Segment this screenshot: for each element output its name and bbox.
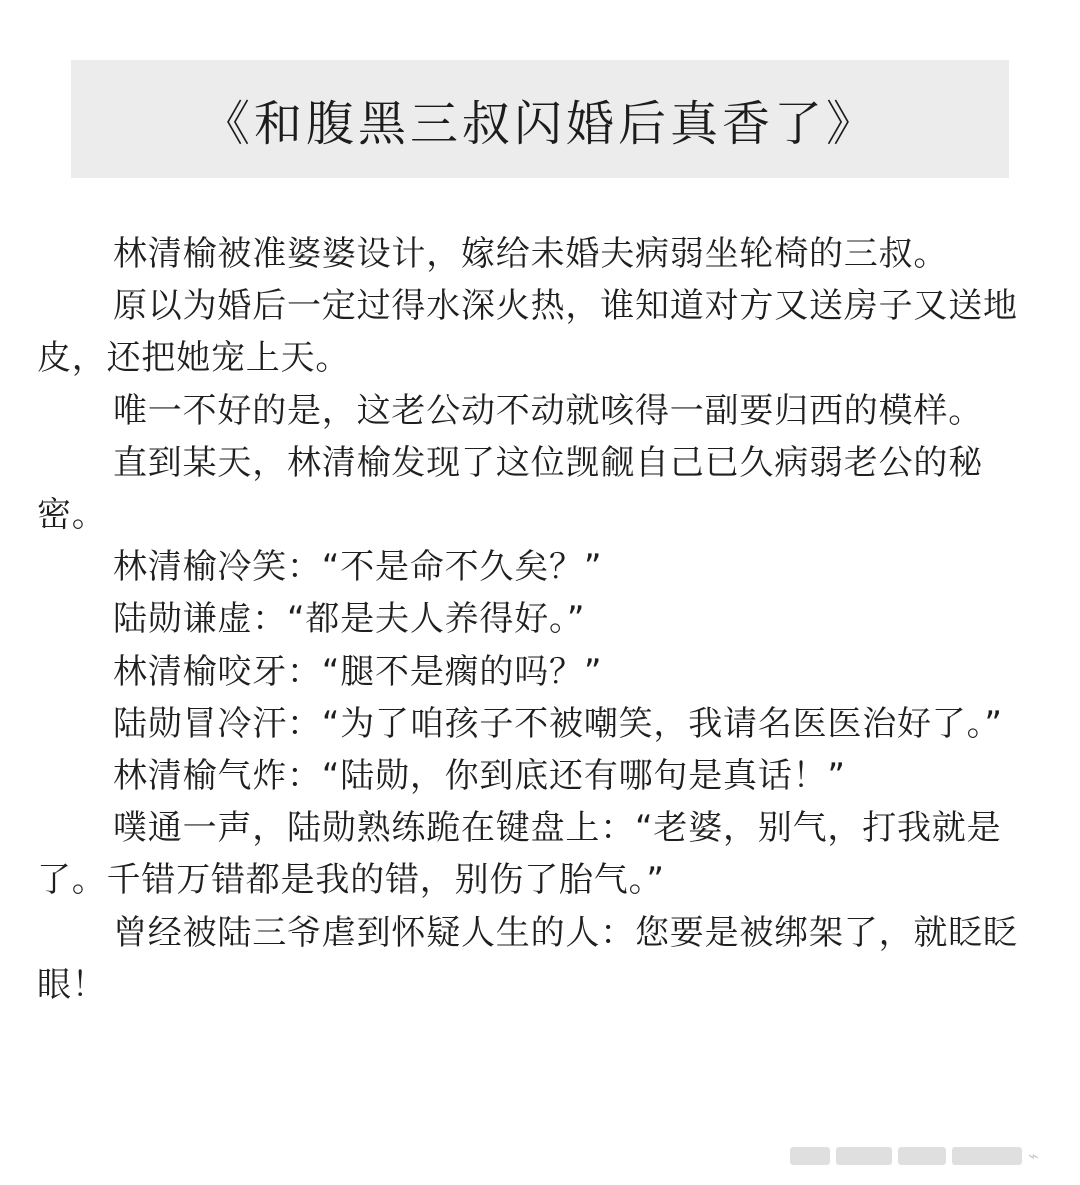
watermark-mark — [790, 1147, 830, 1165]
watermark-mark — [836, 1147, 892, 1165]
paragraph: 林清榆被准婆婆设计，嫁给未婚夫病弱坐轮椅的三叔。 — [113, 234, 949, 274]
paragraph: 噗通一声，陆勋熟练跪在键盘上：“老婆，别气，打我就是了。千错万错都是我的错，别伤了胎气。” — [37, 808, 1002, 901]
dialogue-line: 林清榆气炸：“陆勋，你到底还有哪句是真话！” — [113, 756, 846, 797]
watermark-mark — [952, 1147, 1022, 1165]
dialogue-line: 陆勋冒冷汗：“为了咱孩子不被嘲笑，我请名医医治好了。” — [113, 703, 1003, 744]
title-banner — [71, 60, 1009, 178]
watermark-glyph-icon: ⌁ — [1028, 1145, 1039, 1167]
watermark — [790, 1141, 1060, 1171]
dialogue-line: 林清榆冷笑：“不是命不久矣？” — [113, 547, 603, 588]
paragraph: 唯一不好的是，这老公动不动就咳得一副要归西的模样。 — [113, 390, 983, 431]
synopsis-body — [37, 228, 1047, 1011]
watermark-mark — [898, 1147, 946, 1165]
book-title: 《和腹黑三叔闪婚后真香了》 — [201, 95, 878, 152]
paragraph: 直到某天，林清榆发现了这位觊觎自己已久病弱老公的秘密。 — [37, 442, 983, 536]
dialogue-line: 陆勋谦虚：“都是夫人养得好。” — [113, 599, 586, 640]
paragraph: 原以为婚后一定过得水深火热，谁知道对方又送房子又送地皮，还把她宠上天。 — [37, 286, 1018, 379]
paragraph: 曾经被陆三爷虐到怀疑人生的人：您要是被绑架了，就眨眨眼！ — [37, 912, 1018, 1005]
dialogue-line: 林清榆咬牙：“腿不是瘸的吗？” — [113, 651, 603, 692]
